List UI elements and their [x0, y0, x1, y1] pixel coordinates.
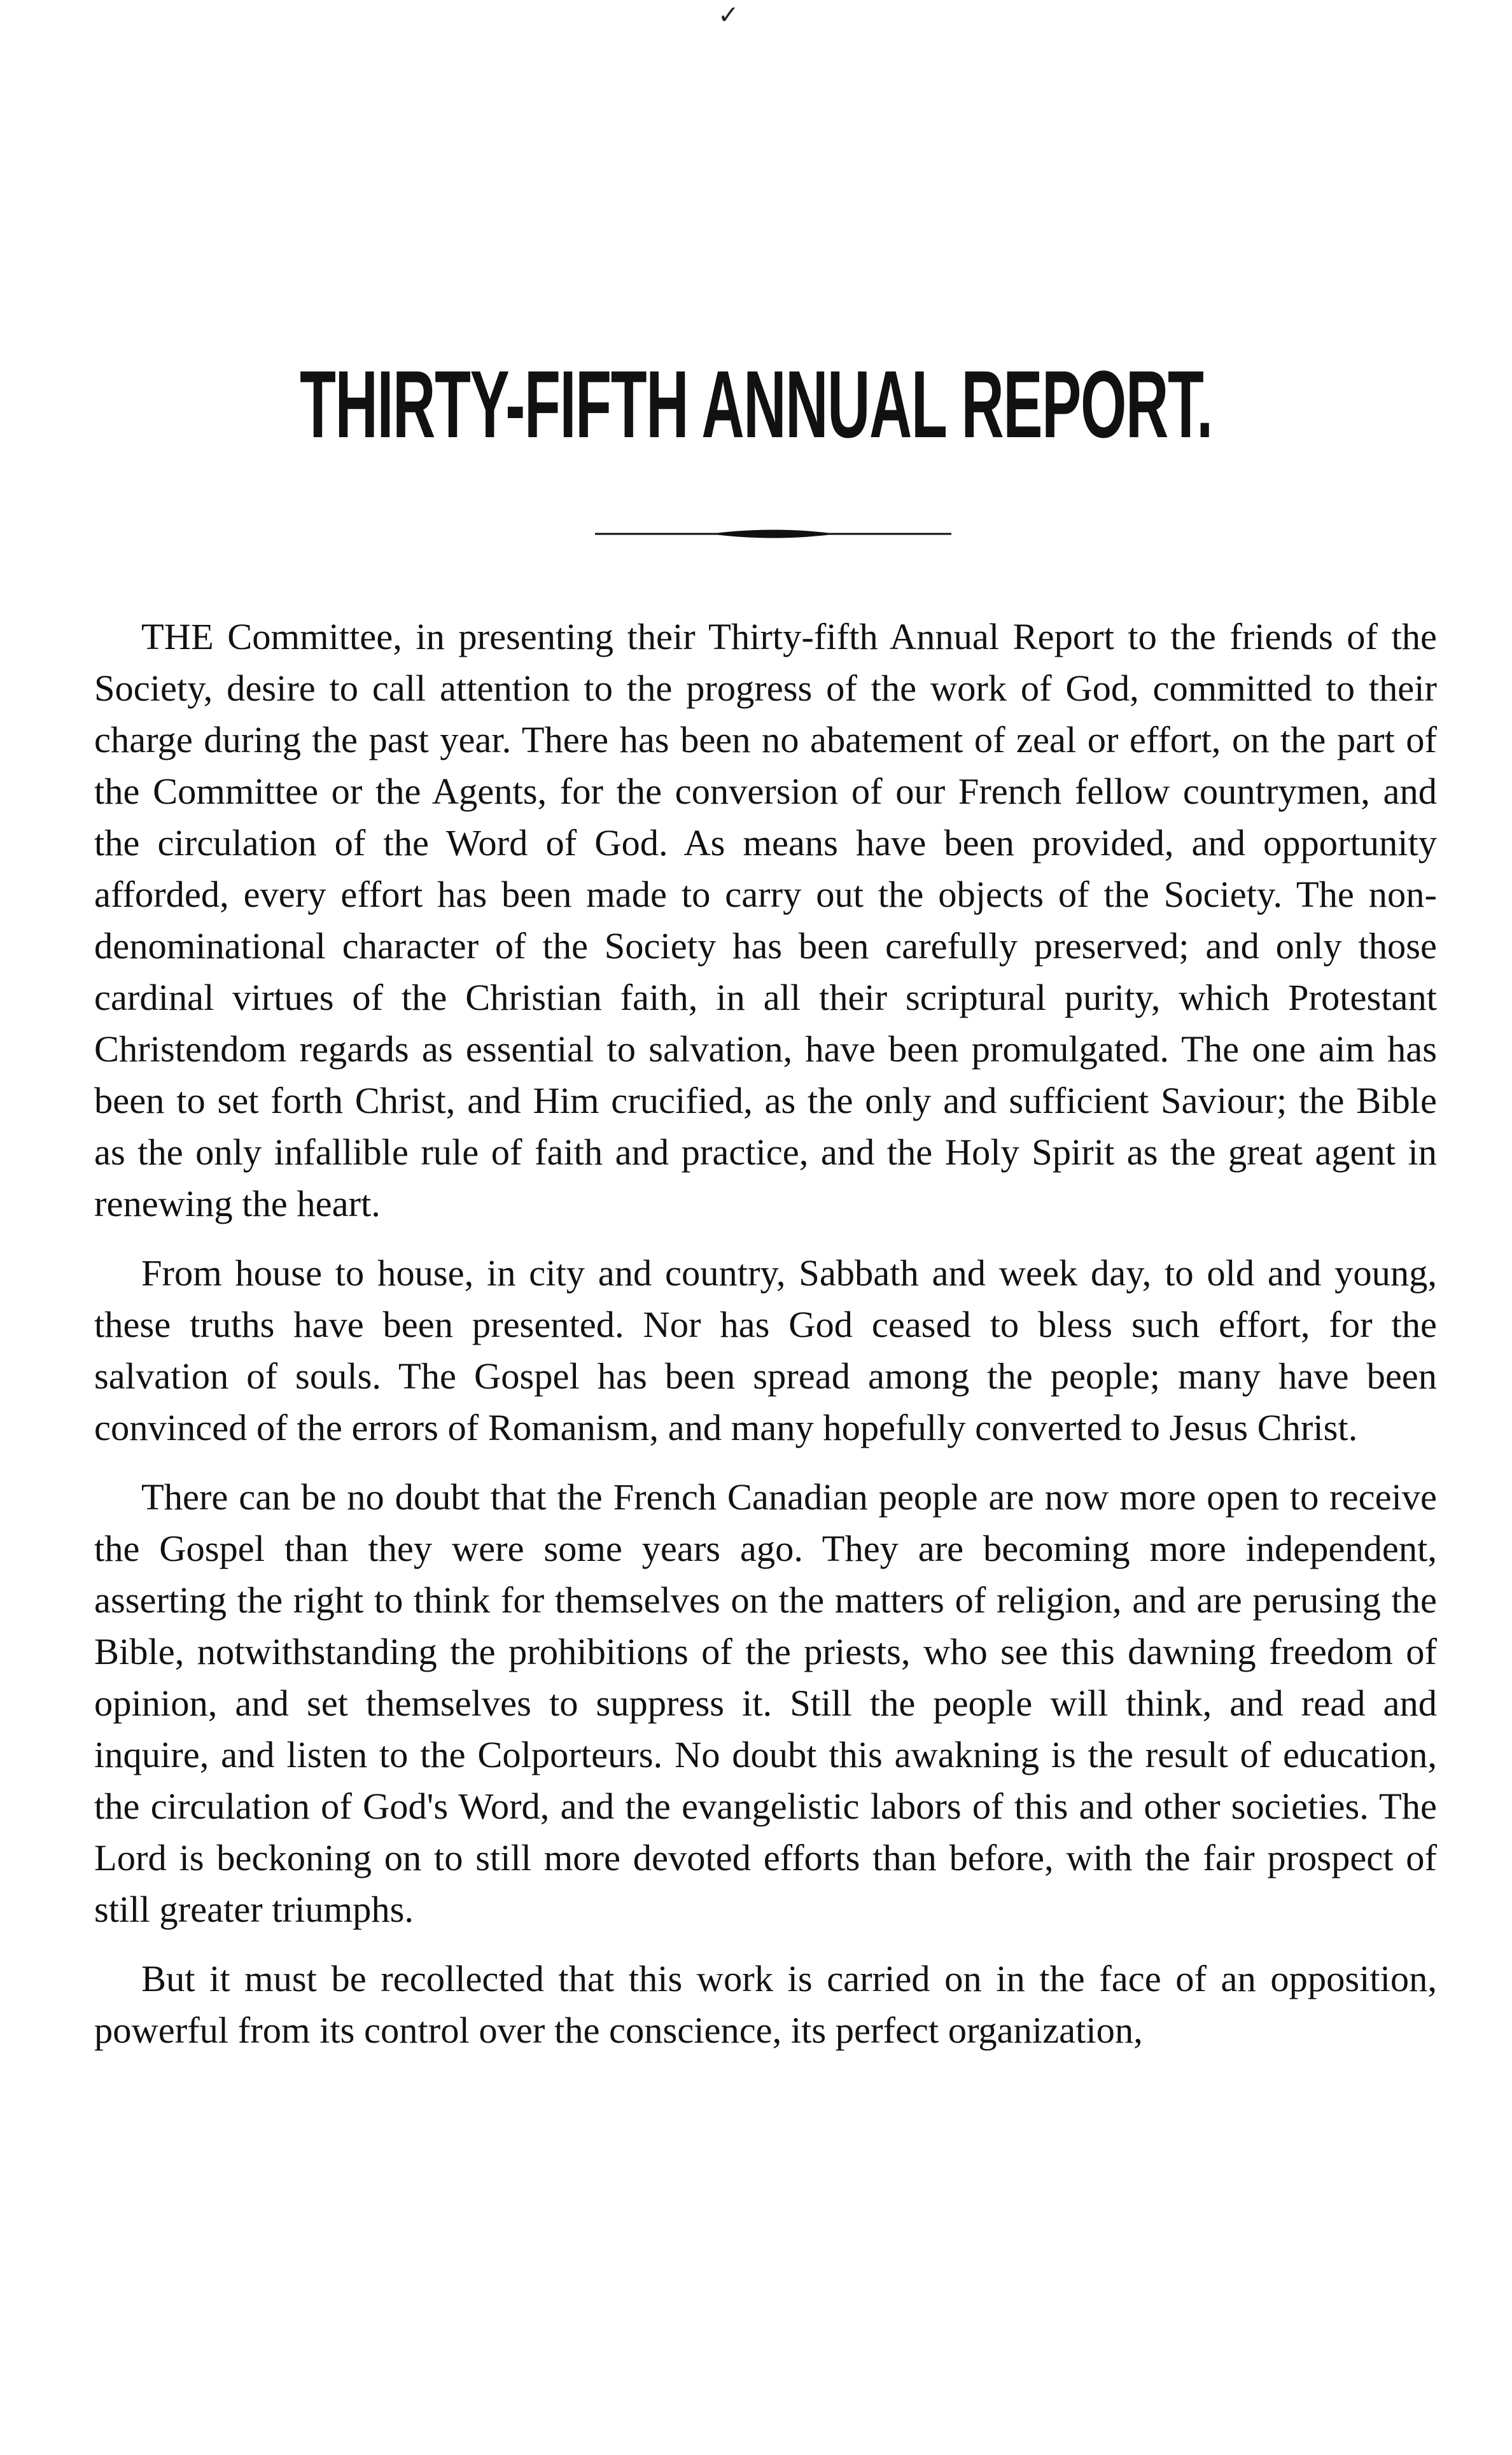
paragraph-1-text: Committee, in presenting their Thirty-fifth Annual Report to the friends of the Society, desire to call attention to the progress of the work of God, committed to their charge during the past year. There has been no abatement of zeal or effort, on the part of the Committee or the Agents, for the conversion of our French fellow countrymen, and the circulation of the Word of God. As means have been provided, and opportunity afforded, every effort has been made to carry out the objects of the Society. The non-denominational character of the Society has been carefully preserved; and only those cardinal virtues of the Christian faith, in all their scriptural purity, which Protestant Christendom regards as essential to salvation, have been promulgated. The one aim has been to set forth Christ, and Him crucified, as the only and sufficient Saviour; the Bible as the only infallible rule of faith and practice, and the Holy Spirit as the great agent in renewing the heart. — [94, 616, 1437, 1224]
report-body — [94, 611, 1437, 2074]
paragraph-lead-word: THE — [141, 616, 214, 657]
paragraph-1 — [94, 611, 1437, 1229]
stray-mark: ✓ — [718, 1, 739, 29]
paragraph-2: From house to house, in city and country, Sabbath and week day, to old and young, these truths have been presented. Nor has God ceased to bless such effort, for the salvation of souls. The Gospel has been spread among the people; many have been convinced of the errors of Romanism, and many hopefully converted to Jesus Christ. — [94, 1252, 1437, 1448]
page-title: THIRTY-FIFTH ANNUAL REPORT. — [300, 351, 1212, 458]
paragraph-4: But it must be recollected that this work is carried on in the face of an opposition, powerful from its control over the conscience, its perfect organization, — [94, 1958, 1437, 2051]
paragraph-3: There can be no doubt that the French Canadian people are now more open to receive the Gospel than they were some years ago. They are becoming more independent, asserting the right to think for themselves on the matters of religion, and are perusing the Bible, notwithstanding the prohibitions of the priests, who see this dawning freedom of opinion, and set themselves to suppress it. Still the people will think, and read and inquire, and listen to the Colporteurs. No doubt this awakning is the result of education, the circulation of God's Word, and the evangelistic labors of this and other societies. The Lord is beckoning on to still more devoted efforts than before, with the fair prospect of still greater triumphs. — [94, 1476, 1437, 1930]
title-rule-divider — [595, 526, 951, 542]
